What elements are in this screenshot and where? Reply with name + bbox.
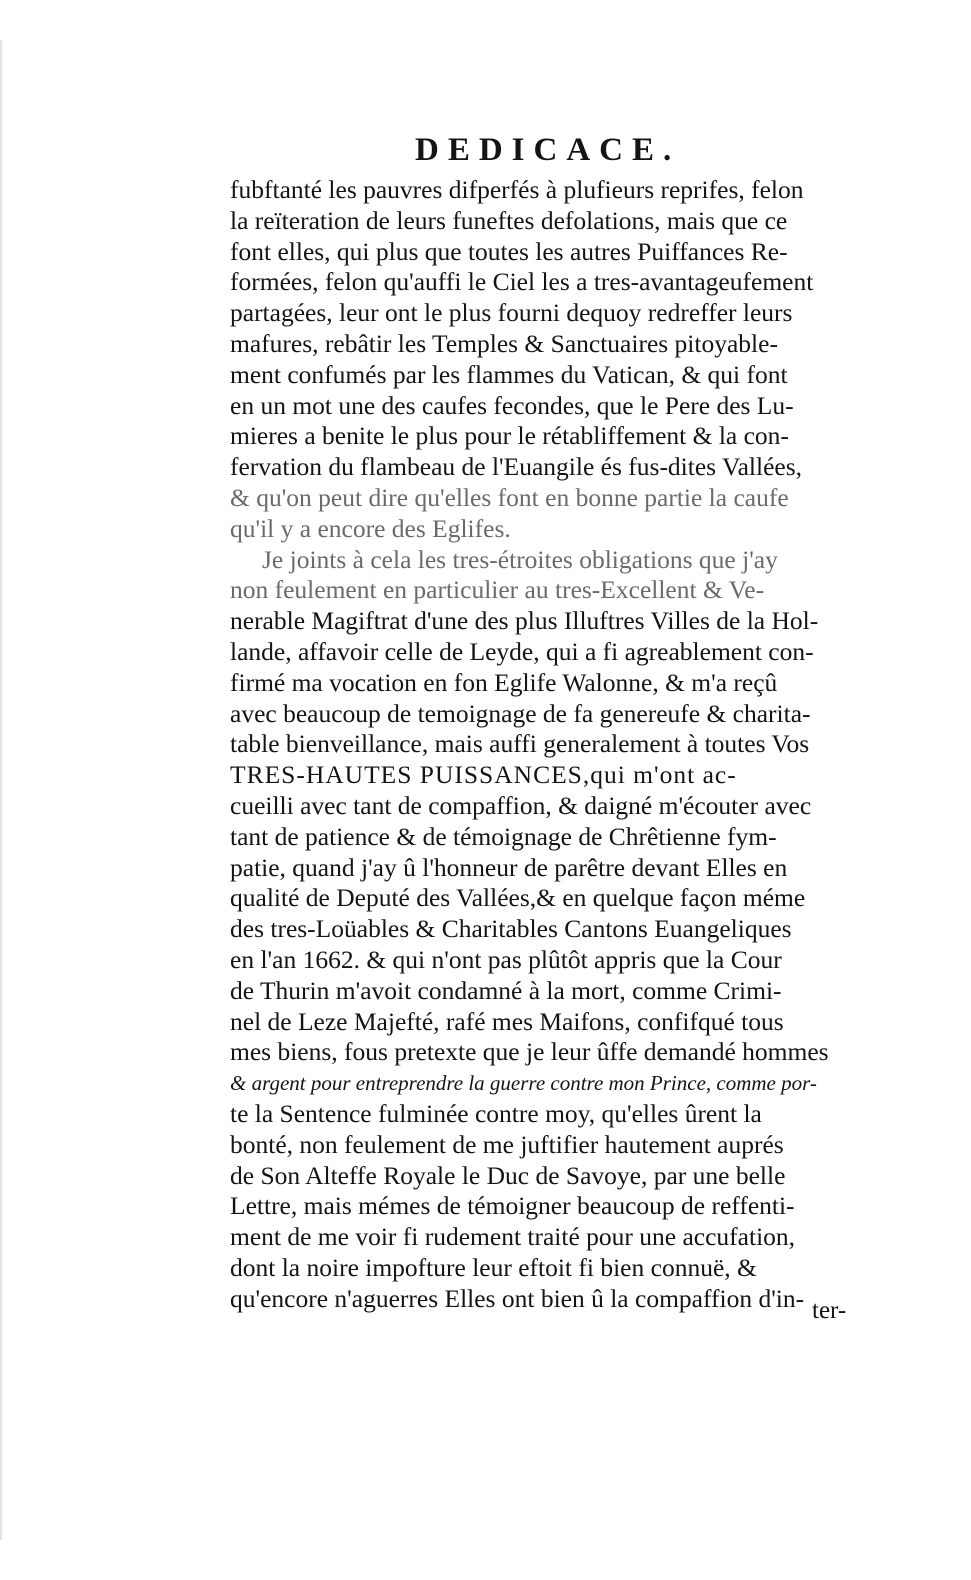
text-line: dont la noire impofture leur eftoit fi bien connuë, & <box>230 1252 757 1282</box>
text-line: partagées, leur ont le plus fourni dequoy redreffer leurs <box>230 298 793 328</box>
text-line: cueilli avec tant de compaffion, & daigné m'écouter avec <box>230 790 812 820</box>
text-line: qu'encore n'aguerres Elles ont bien û la compaffion d'in- <box>230 1283 805 1313</box>
text-line: formées, felon qu'auffi le Ciel les a tres-avantageufement <box>230 267 814 297</box>
page-edge-shadow <box>0 40 3 1540</box>
catchword: ter- <box>812 1297 847 1324</box>
text-line: mes biens, fous pretexte que je leur ûffe demandé hommes <box>230 1037 829 1067</box>
text-line: te la Sentence fulminée contre moy, qu'elles ûrent la <box>230 1098 762 1128</box>
text-line: TRES-HAUTES PUISSANCES,qui m'ont ac- <box>230 760 737 790</box>
text-line: & qu'on peut dire qu'elles font en bonne partie la caufe <box>230 482 789 512</box>
text-line: table bienveillance, mais auffi generalement à toutes Vos <box>230 729 810 759</box>
text-line: ment de me voir fi rudement traité pour une accufation, <box>230 1222 796 1252</box>
text-line: fubftanté les pauvres difperfés à plufieurs reprifes, felon <box>230 175 804 204</box>
text-line: en l'an 1662. & qui n'ont pas plûtôt appris que la Cour <box>230 944 782 974</box>
text-line-italic: & argent pour entreprendre la guerre contre mon Prince, comme por- <box>230 1071 817 1096</box>
text-line: nel de Leze Majefté, rafé mes Maifons, confifqué tous <box>230 1006 784 1036</box>
text-line: la reïteration de leurs funeftes defolations, mais que ce <box>230 205 788 235</box>
running-head: DEDICACE. <box>415 132 681 168</box>
text-line: des tres-Loüables & Charitables Cantons Euangeliques <box>230 914 792 944</box>
text-line: font elles, qui plus que toutes les autres Puiffances Re- <box>230 236 788 266</box>
text-line: ment confumés par les flammes du Vatican, & qui font <box>230 359 788 389</box>
text-line: tant de patience & de témoignage de Chrêtienne fym- <box>230 821 777 851</box>
text-line: bonté, non feulement de me juftifier hautement auprés <box>230 1129 784 1159</box>
text-line: lande, affavoir celle de Leyde, qui a fi agreablement con- <box>230 636 814 666</box>
text-line: non feulement en particulier au tres-Excellent & Ve- <box>230 575 765 605</box>
text-line: firmé ma vocation en fon Eglife Walonne, & m'a reçû <box>230 667 778 697</box>
text-line: de Son Alteffe Royale le Duc de Savoye, par une belle <box>230 1160 786 1190</box>
text-line: qu'il y a encore des Eglifes. <box>230 513 511 543</box>
text-line: patie, quand j'ay û l'honneur de parêtre devant Elles en <box>230 852 788 882</box>
text-line: nerable Magiftrat d'une des plus Illuftres Villes de la Hol- <box>230 606 819 636</box>
body-text <box>230 175 870 1314</box>
text-line: de Thurin m'avoit condamné à la mort, comme Crimi- <box>230 975 782 1005</box>
text-line: mieres a benite le plus pour le rétabliffement & la con- <box>230 421 789 451</box>
text-line: Lettre, mais mémes de témoigner beaucoup de reffenti- <box>230 1191 795 1221</box>
text-line: fervation du flambeau de l'Euangile és fus-dites Vallées, <box>230 452 803 482</box>
text-line: mafures, rebâtir les Temples & Sanctuaires pitoyable- <box>230 328 778 358</box>
paragraph-start-line: Je joints à cela les tres-étroites obligations que j'ay <box>262 544 778 574</box>
text-line: avec beaucoup de temoignage de fa genereufe & charita- <box>230 698 811 728</box>
text-line: qualité de Deputé des Vallées,& en quelque façon méme <box>230 883 806 913</box>
text-line: en un mot une des caufes fecondes, que le Pere des Lu- <box>230 390 794 420</box>
